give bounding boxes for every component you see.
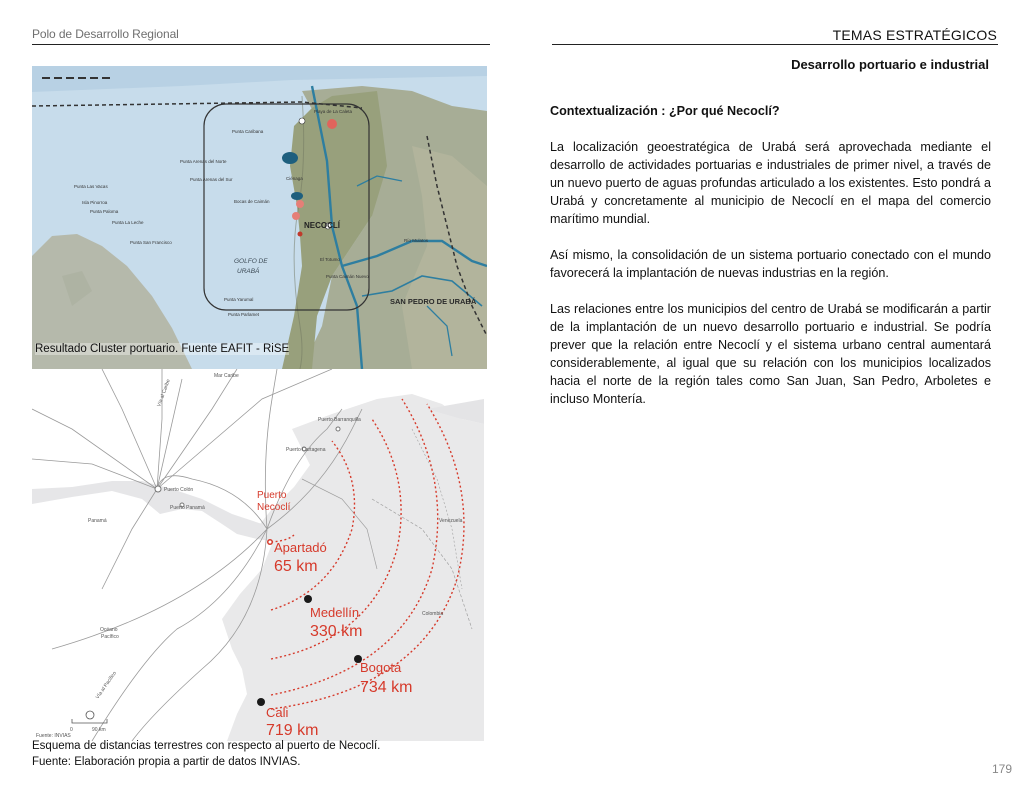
label-cienaga: Ciénaga: [286, 176, 303, 181]
label-golfo-2: URABÁ: [237, 268, 260, 275]
article-paragraph-2: Así mismo, la consolidación de un sistema portuario conectado con el mundo favorecerá la implantación de nuevas industrias en la región.: [550, 248, 991, 280]
label-bocas-de-caiman: Bocas de Caimán: [234, 199, 270, 204]
label-colombia: Colombia: [422, 611, 444, 617]
km-cali: 719 km: [266, 722, 319, 739]
label-playa-caleta: Playa de La Caleta: [314, 109, 353, 114]
label-panama: Panamá: [88, 518, 107, 524]
label-venezuela: Venezuela: [439, 518, 463, 524]
article-paragraph-3: Las relaciones entre los municipios del centro de Urabá se modificarán a partir de la implantación de un nuevo desarrollo portuario e industrial. Se podría prever que la relación entre Necoclí y el sistema urbano central aumentará considerablemente, al igual que su relación con los municipios localizados hacia el norte de la región tales como San Juan, San Pedro, Arboletes e incluso Montería.: [550, 302, 991, 406]
city-cali: Cali: [266, 705, 289, 720]
label-port-1: Puerto: [257, 490, 287, 501]
header-rule-right: [552, 44, 998, 45]
label-necocli: NECOCLÍ: [304, 221, 340, 230]
km-bogota: 734 km: [360, 679, 413, 696]
label-san-pedro: SAN PEDRO DE URABÁ: [390, 297, 477, 306]
label-oceano-1: Océano: [100, 627, 118, 633]
label-oceano-2: Pacífico: [101, 634, 119, 640]
label-mar-caribe: Mar Caribe: [214, 373, 239, 379]
label-punta-las-vacas: Punta Las Vacas: [74, 184, 108, 189]
page-number: 179: [991, 762, 1012, 776]
label-golfo-1: GOLFO DE: [234, 258, 268, 265]
label-punta-arenas-sur: Punta Arenas del Sur: [190, 177, 233, 182]
map-bottom-caption: [32, 738, 380, 770]
label-puerto-panama: Puerto Panamá: [170, 505, 205, 511]
article-paragraph-1: La localización geoestratégica de Urabá será aprovechada mediante el desarrollo de actividades portuarias e industriales de primer nivel, a través de un nuevo puerto de aguas profundas articulado a los existentes. Esto pondrá a Urabá y concretamente al municipio de Necoclí en el mapa del comercio marítimo mundial.: [550, 140, 991, 226]
header-rule-left: [32, 44, 490, 45]
label-punta-san-francisco: Punta San Francisco: [130, 240, 172, 245]
label-el-totumo: El Totumo: [320, 257, 340, 262]
section-title: Desarrollo portuario e industrial: [791, 57, 989, 72]
label-isla-pinorroa: Isla Pinorroa: [82, 200, 108, 205]
km-apartado: 65 km: [274, 558, 318, 575]
label-puerto-colon: Puerto Colón: [164, 487, 194, 493]
city-medellin: Medellín: [310, 605, 360, 620]
port-cluster-map: [32, 66, 487, 369]
running-header-left: Polo de Desarrollo Regional: [32, 27, 179, 41]
label-punta-caribana: Punta Caribana: [232, 129, 264, 134]
label-cartagena: Puerto Cartagena: [286, 447, 326, 453]
label-barranquilla: Puerto Barranquilla: [318, 417, 361, 423]
map-top-caption: Resultado Cluster portuario. Fuente EAFIT - RiSE: [35, 343, 290, 355]
label-punta-arenas-norte: Punta Arenas del Norte: [180, 159, 227, 164]
distance-scheme-map: [32, 369, 484, 741]
label-rio-mulatos: Río Mulatos: [404, 238, 429, 243]
label-punta-yarumal: Punta Yarumal: [224, 297, 254, 302]
city-bogota: Bogotá: [360, 660, 402, 675]
article-body: [550, 102, 991, 426]
label-punta-caiman-nuevo: Punta Caimán Nuevo: [326, 274, 369, 279]
label-fuente-small: Fuente: INVIAS: [36, 733, 71, 739]
label-punta-la-leche: Punta La Leche: [112, 220, 144, 225]
map-bottom-caption-line2: Fuente: Elaboración propia a partir de datos INVIAS.: [32, 756, 301, 768]
map-bottom-caption-line1: Esquema de distancias terrestres con respecto al puerto de Necoclí.: [32, 740, 381, 752]
city-apartado: Apartadó: [274, 540, 327, 555]
label-via-a: Vía al Caribe: [156, 378, 172, 408]
label-punta-paloma: Punta Paloma: [90, 209, 119, 214]
label-scale-km: 90 km: [92, 727, 106, 733]
article-heading: Contextualización : ¿Por qué Necoclí?: [550, 104, 780, 118]
running-header-right: TEMAS ESTRATÉGICOS: [832, 27, 997, 43]
label-punta-parlamet: Punta Parlamet: [228, 312, 260, 317]
km-medellin: 330 km: [310, 623, 363, 640]
label-port-2: Necoclí: [257, 502, 291, 513]
label-scale-0: 0: [70, 727, 73, 733]
label-via-b: Vía al Pacífico: [94, 670, 118, 701]
